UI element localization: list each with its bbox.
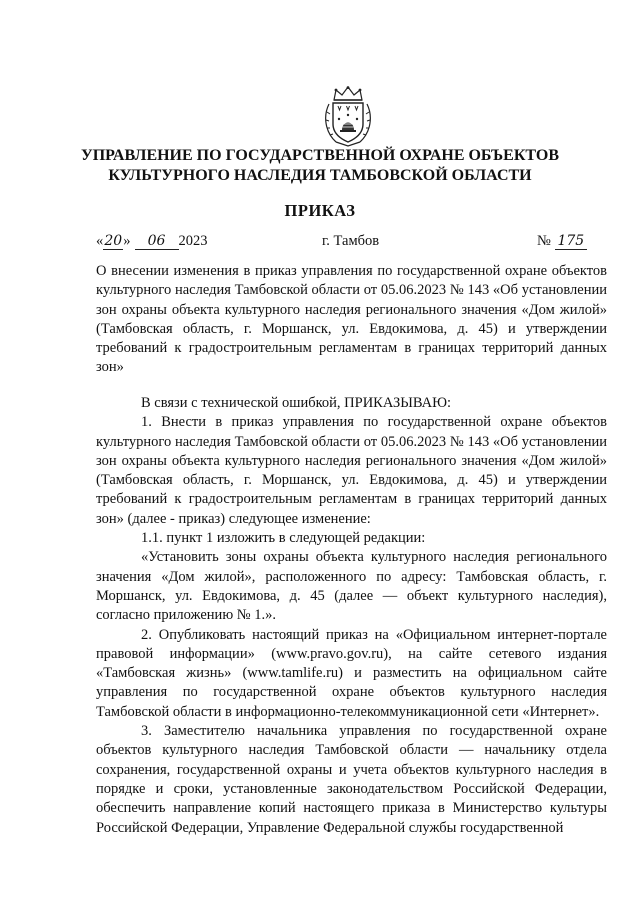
document-city: г. Тамбов [322,233,380,249]
coat-of-arms-icon [322,86,374,148]
document-subject [96,262,607,378]
body-intro: В связи с технической ошибкой, ПРИКАЗЫВАЮ: [141,395,452,411]
organization-name-line-2: КУЛЬТУРНОГО НАСЛЕДИЯ ТАМБОВСКОЙ ОБЛАСТИ [108,167,532,184]
subject-text: О внесении изменения в приказ управления по государственной охране объектов культурного наследия Тамбовской области от 05.06.2023 № 143 «Об установлении зон охраны объекта культурного наследия регионального значения «Дом жилой» (Тамбовская область, г. Моршанск, ул. Евдокимова, д. 45) и утверждении требований к градостроительным регламентам в границах территорий данных зон» [96,263,607,376]
date-open-quote: « [96,233,104,249]
document-date [96,233,208,250]
organization-name-line-1: УПРАВЛЕНИЕ ПО ГОСУДАРСТВЕННОЙ ОХРАНЕ ОБЪЕКТОВ [80,147,559,164]
paragraph-2: 2. Опубликовать настоящий приказ на «Официальном интернет-портале правовой информации» (www.pravo.gov.ru), на сайте сетевого издания «Тамбовская жизнь» (www.tamlife.ru) и разместить на официальном сайте управления по государственной охране объектов культурного наследия Тамбовской области в информационно-телекоммуникационной сети «Интернет». [96,626,607,720]
paragraph-1-1: 1.1. пункт 1 изложить в следующей редакции: [141,530,426,547]
document-type: ПРИКАЗ [284,201,356,220]
number-value: 175 [555,234,587,250]
document-number [537,233,587,250]
date-line [0,233,640,255]
paragraph-1-1-text: «Установить зоны охраны объекта культурного наследия регионального значения «Дом жилой», расположенного по адресу: Тамбовская область, г. Моршанск, ул. Евдокимова, д. 45 (далее — объект культурного наследия), согласно приложению № 1.». [96,549,607,624]
organization-name [0,146,640,186]
paragraph-3: 3. Заместителю начальника управления по государственной охране объектов культурного наследия Тамбовской области — начальнику отдела сохранения, государственной охраны и учета объектов культурного наследия в порядке и сроки, установленные законодательством Российской Федерации, обеспечить направление копий настоящего приказа в Министерство культуры Российской Федерации, Управление Федеральной службы государственной [96,723,607,836]
date-close-quote: » [123,233,131,249]
date-month: 06 [135,234,179,250]
number-sign: № [537,233,551,249]
paragraph-1: 1. Внести в приказ управления по государственной охране объектов культурного наследия Тамбовской области от 05.06.2023 № 143 «Об установлении зон охраны объекта культурного наследия регионального значения «Дом жилой» (Тамбовская область, г. Моршанск, ул. Евдокимова, д. 45) и утверждении требований к градостроительным регламентам в границах территорий данных зон» (далее - приказ) следующее изменение: [96,414,607,527]
document-body [96,394,607,838]
date-year: 2023 [178,233,208,249]
date-day: 20 [104,233,123,249]
